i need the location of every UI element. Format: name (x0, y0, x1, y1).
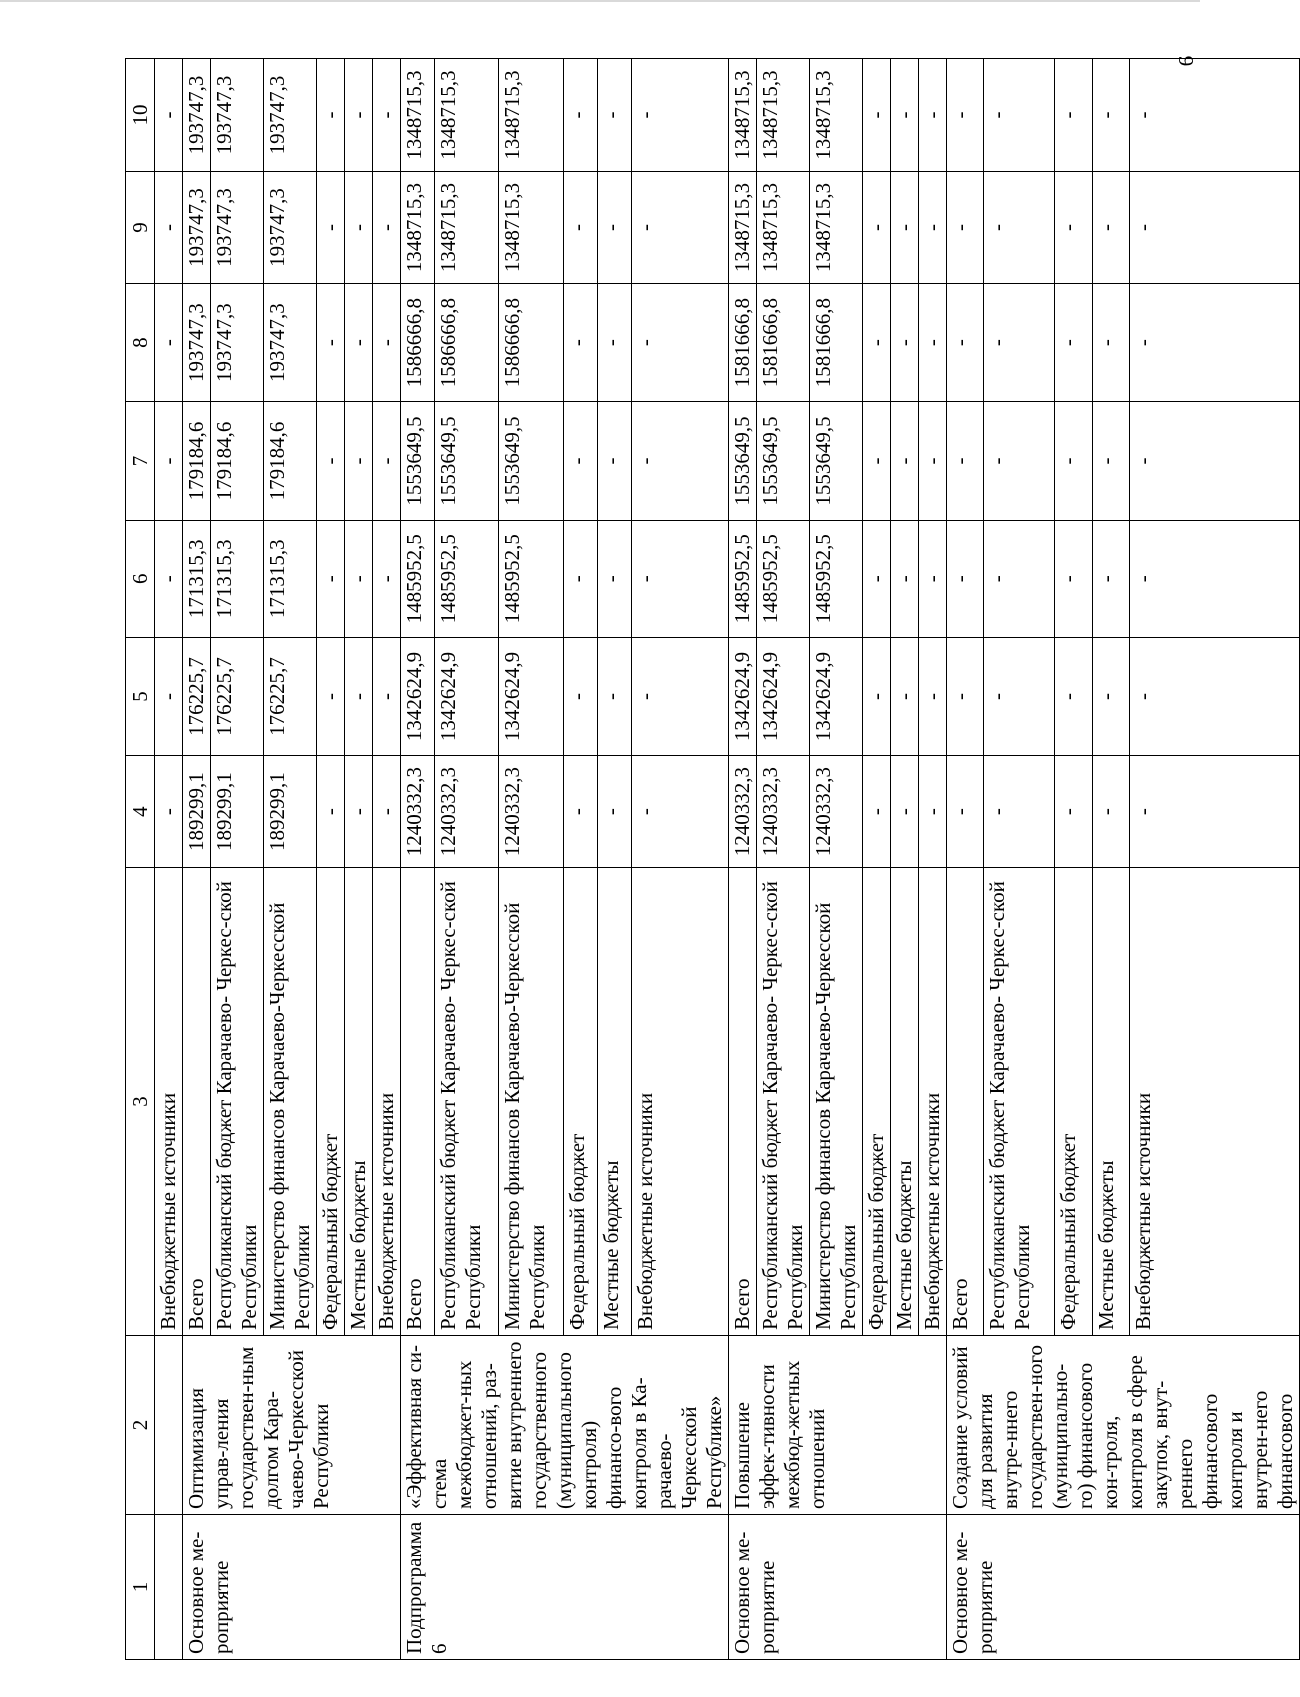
amount-cell: - (1092, 59, 1129, 172)
amount-cell: 179184,6 (211, 402, 264, 520)
amount-cell: 189299,1 (264, 756, 317, 868)
amount-cell: 176225,7 (183, 637, 211, 755)
program-type-cell (155, 1515, 183, 1660)
column-header: 2 (126, 1335, 155, 1514)
amount-cell: - (919, 283, 947, 401)
funding-source-cell: Республиканский бюджет Карачаево- Черкес-ской Республики (757, 868, 810, 1336)
amount-cell: - (1130, 756, 1300, 868)
amount-cell: - (563, 59, 597, 172)
column-header: 1 (126, 1515, 155, 1660)
amount-cell: - (1055, 283, 1092, 401)
amount-cell: 193747,3 (211, 172, 264, 284)
amount-cell: - (1130, 637, 1300, 755)
amount-cell: 1348715,3 (757, 172, 810, 284)
program-type-cell: Основное ме-роприятие (183, 1515, 401, 1660)
amount-cell: 176225,7 (264, 637, 317, 755)
amount-cell: - (1092, 520, 1129, 637)
amount-cell: 1348715,3 (401, 59, 435, 172)
budget-table (125, 58, 1300, 1660)
amount-cell: - (1130, 520, 1300, 637)
amount-cell: - (155, 756, 183, 868)
amount-cell: 171315,3 (264, 520, 317, 637)
amount-cell: - (155, 59, 183, 172)
amount-cell: - (947, 402, 984, 520)
amount-cell: - (1130, 59, 1300, 172)
amount-cell: 1485952,5 (401, 520, 435, 637)
amount-cell: 1581666,8 (810, 283, 863, 401)
amount-cell: 1342624,9 (729, 637, 757, 755)
amount-cell: 193747,3 (183, 283, 211, 401)
amount-cell: 1240332,3 (435, 756, 499, 868)
amount-cell: - (373, 172, 401, 284)
amount-cell: - (947, 59, 984, 172)
amount-cell: 1342624,9 (499, 637, 563, 755)
amount-cell: - (597, 756, 631, 868)
amount-cell: - (863, 756, 891, 868)
amount-cell: - (317, 172, 345, 284)
amount-cell: 1586666,8 (401, 283, 435, 401)
amount-cell: - (919, 172, 947, 284)
program-name-cell: «Эффективная си-стема межбюджет-ных отношений, раз-витие внутреннего государственного (муниципального контроля) финансо-вого контроля в Ка-рачаево-Черкесской Республике» (401, 1335, 729, 1514)
amount-cell: - (947, 756, 984, 868)
amount-cell: - (563, 637, 597, 755)
column-header: 5 (126, 637, 155, 755)
column-number-row (126, 59, 155, 1660)
program-name-cell: Оптимизация управ-ления государствен-ным долгом Кара-чаево-Черкесской Республики (183, 1335, 401, 1514)
amount-cell: - (891, 637, 919, 755)
amount-cell: - (947, 637, 984, 755)
amount-cell: - (345, 402, 373, 520)
amount-cell: 1553649,5 (499, 402, 563, 520)
funding-source-cell: Внебюджетные источники (155, 868, 183, 1336)
program-name-cell: Повышение эффек-тивности межбюд-жетных отношений (729, 1335, 947, 1514)
amount-cell: 1348715,3 (729, 59, 757, 172)
amount-cell: - (345, 637, 373, 755)
amount-cell: - (891, 59, 919, 172)
program-type-cell: Основное ме-роприятие (729, 1515, 947, 1660)
amount-cell: - (345, 520, 373, 637)
funding-source-cell: Министерство финансов Карачаево-Черкесской Республики (264, 868, 317, 1336)
funding-source-cell: Федеральный бюджет (317, 868, 345, 1336)
amount-cell: - (984, 59, 1055, 172)
table-body (155, 59, 1300, 1660)
amount-cell: 1348715,3 (757, 59, 810, 172)
amount-cell: 1348715,3 (401, 172, 435, 284)
amount-cell: 1240332,3 (810, 756, 863, 868)
amount-cell: 176225,7 (211, 637, 264, 755)
amount-cell: 1342624,9 (435, 637, 499, 755)
amount-cell: - (1092, 402, 1129, 520)
amount-cell: 1348715,3 (435, 59, 499, 172)
amount-cell: - (947, 172, 984, 284)
amount-cell: 1240332,3 (401, 756, 435, 868)
program-name-cell: Создание условий для развития внутре-ннего государствен-ного (муниципально-го) финансового кон-троля, контроля в сфере закупок, внут-реннего финансового контроля и внутрен-него финансового (947, 1335, 1300, 1514)
amount-cell: 1485952,5 (810, 520, 863, 637)
rotated-table-sheet (125, 58, 1297, 1660)
amount-cell: 1485952,5 (499, 520, 563, 637)
amount-cell: - (984, 756, 1055, 868)
amount-cell: - (317, 402, 345, 520)
amount-cell: 193747,3 (211, 283, 264, 401)
amount-cell: - (373, 283, 401, 401)
amount-cell: - (891, 283, 919, 401)
amount-cell: 193747,3 (211, 59, 264, 172)
amount-cell: - (345, 756, 373, 868)
program-type-cell: Подпрограмма 6 (401, 1515, 729, 1660)
amount-cell: - (863, 283, 891, 401)
amount-cell: - (317, 756, 345, 868)
amount-cell: - (1055, 637, 1092, 755)
amount-cell: - (563, 402, 597, 520)
amount-cell: - (863, 59, 891, 172)
amount-cell: - (1092, 283, 1129, 401)
amount-cell: 189299,1 (183, 756, 211, 868)
amount-cell: 1581666,8 (757, 283, 810, 401)
amount-cell: 1348715,3 (499, 172, 563, 284)
amount-cell: - (373, 756, 401, 868)
amount-cell: 1586666,8 (435, 283, 499, 401)
amount-cell: - (1130, 402, 1300, 520)
amount-cell: - (317, 520, 345, 637)
amount-cell: - (863, 637, 891, 755)
amount-cell: 193747,3 (183, 59, 211, 172)
table-row (183, 59, 211, 1660)
amount-cell: - (863, 520, 891, 637)
amount-cell: - (919, 637, 947, 755)
amount-cell: 1342624,9 (757, 637, 810, 755)
amount-cell: - (155, 283, 183, 401)
amount-cell: - (984, 520, 1055, 637)
amount-cell: - (919, 520, 947, 637)
amount-cell: 189299,1 (211, 756, 264, 868)
amount-cell: - (1092, 637, 1129, 755)
amount-cell: - (373, 402, 401, 520)
column-header: 9 (126, 172, 155, 284)
amount-cell: - (1055, 520, 1092, 637)
amount-cell: - (891, 756, 919, 868)
amount-cell: 1342624,9 (401, 637, 435, 755)
amount-cell: - (563, 520, 597, 637)
column-header: 4 (126, 756, 155, 868)
amount-cell: - (891, 402, 919, 520)
funding-source-cell: Внебюджетные источники (373, 868, 401, 1336)
funding-source-cell: Всего (729, 868, 757, 1336)
amount-cell: - (984, 402, 1055, 520)
amount-cell: 193747,3 (183, 172, 211, 284)
amount-cell: 179184,6 (264, 402, 317, 520)
amount-cell: - (563, 172, 597, 284)
amount-cell: 171315,3 (183, 520, 211, 637)
amount-cell: - (947, 520, 984, 637)
amount-cell: - (631, 172, 728, 284)
program-type-cell: Основное ме-роприятие (947, 1515, 1300, 1660)
amount-cell: 1553649,5 (401, 402, 435, 520)
amount-cell: - (597, 283, 631, 401)
amount-cell: - (155, 637, 183, 755)
funding-source-cell: Местные бюджеты (345, 868, 373, 1336)
amount-cell: 1348715,3 (499, 59, 563, 172)
amount-cell: 1240332,3 (729, 756, 757, 868)
amount-cell: - (317, 283, 345, 401)
amount-cell: 1240332,3 (499, 756, 563, 868)
amount-cell: - (631, 520, 728, 637)
amount-cell: 1348715,3 (729, 172, 757, 284)
funding-source-cell: Министерство финансов Карачаево-Черкесской Республики (499, 868, 563, 1336)
amount-cell: 193747,3 (264, 59, 317, 172)
funding-source-cell: Федеральный бюджет (863, 868, 891, 1336)
table-row (401, 59, 435, 1660)
amount-cell: - (1092, 756, 1129, 868)
funding-source-cell: Внебюджетные источники (1130, 868, 1300, 1336)
amount-cell: - (631, 756, 728, 868)
amount-cell: 179184,6 (183, 402, 211, 520)
amount-cell: - (863, 172, 891, 284)
amount-cell: - (345, 172, 373, 284)
amount-cell: - (631, 283, 728, 401)
amount-cell: - (919, 402, 947, 520)
amount-cell: 171315,3 (211, 520, 264, 637)
amount-cell: - (891, 172, 919, 284)
funding-source-cell: Федеральный бюджет (563, 868, 597, 1336)
amount-cell: 1348715,3 (810, 59, 863, 172)
funding-source-cell: Республиканский бюджет Карачаево- Черкес-ской Республики (435, 868, 499, 1336)
amount-cell: 1348715,3 (810, 172, 863, 284)
table-row (155, 59, 183, 1660)
funding-source-cell: Местные бюджеты (1092, 868, 1129, 1336)
page-number: 9 (1174, 55, 1198, 67)
amount-cell: - (891, 520, 919, 637)
funding-source-cell: Всего (947, 868, 984, 1336)
funding-source-cell: Внебюджетные источники (919, 868, 947, 1336)
amount-cell: 1348715,3 (435, 172, 499, 284)
amount-cell: - (155, 402, 183, 520)
amount-cell: - (1055, 402, 1092, 520)
column-header: 6 (126, 520, 155, 637)
amount-cell: - (597, 520, 631, 637)
amount-cell: - (597, 59, 631, 172)
table-row (729, 59, 757, 1660)
funding-source-cell: Местные бюджеты (597, 868, 631, 1336)
amount-cell: - (345, 283, 373, 401)
amount-cell: 1553649,5 (729, 402, 757, 520)
amount-cell: - (1055, 756, 1092, 868)
funding-source-cell: Внебюджетные источники (631, 868, 728, 1336)
amount-cell: 1240332,3 (757, 756, 810, 868)
amount-cell: - (597, 172, 631, 284)
amount-cell: - (984, 283, 1055, 401)
amount-cell: - (597, 402, 631, 520)
amount-cell: - (631, 402, 728, 520)
table-row (947, 59, 984, 1660)
amount-cell: - (345, 59, 373, 172)
column-header: 7 (126, 402, 155, 520)
amount-cell: - (1130, 283, 1300, 401)
amount-cell: 1581666,8 (729, 283, 757, 401)
column-header: 10 (126, 59, 155, 172)
amount-cell: - (863, 402, 891, 520)
funding-source-cell: Всего (183, 868, 211, 1336)
column-header: 3 (126, 868, 155, 1336)
amount-cell: 1485952,5 (757, 520, 810, 637)
amount-cell: - (1055, 172, 1092, 284)
funding-source-cell: Министерство финансов Карачаево-Черкесской Республики (810, 868, 863, 1336)
funding-source-cell: Федеральный бюджет (1055, 868, 1092, 1336)
page-top-border (0, 0, 1200, 2)
amount-cell: - (563, 756, 597, 868)
funding-source-cell: Республиканский бюджет Карачаево- Черкес-ской Республики (211, 868, 264, 1336)
amount-cell: 1553649,5 (435, 402, 499, 520)
amount-cell: - (373, 59, 401, 172)
amount-cell: - (919, 756, 947, 868)
amount-cell: - (919, 59, 947, 172)
amount-cell: 193747,3 (264, 283, 317, 401)
program-name-cell (155, 1335, 183, 1514)
funding-source-cell: Местные бюджеты (891, 868, 919, 1336)
amount-cell: - (984, 637, 1055, 755)
amount-cell: - (1130, 172, 1300, 284)
amount-cell: - (373, 637, 401, 755)
amount-cell: - (631, 59, 728, 172)
column-header: 8 (126, 283, 155, 401)
amount-cell: - (155, 520, 183, 637)
amount-cell: - (317, 59, 345, 172)
amount-cell: 1586666,8 (499, 283, 563, 401)
amount-cell: - (631, 637, 728, 755)
amount-cell: - (155, 172, 183, 284)
amount-cell: - (373, 520, 401, 637)
amount-cell: - (1092, 172, 1129, 284)
amount-cell: 193747,3 (264, 172, 317, 284)
amount-cell: - (984, 172, 1055, 284)
amount-cell: - (563, 283, 597, 401)
amount-cell: - (1055, 59, 1092, 172)
amount-cell: - (317, 637, 345, 755)
amount-cell: 1485952,5 (729, 520, 757, 637)
funding-source-cell: Республиканский бюджет Карачаево- Черкес-ской Республики (984, 868, 1055, 1336)
amount-cell: - (597, 637, 631, 755)
amount-cell: 1342624,9 (810, 637, 863, 755)
amount-cell: 1485952,5 (435, 520, 499, 637)
amount-cell: 1553649,5 (757, 402, 810, 520)
funding-source-cell: Всего (401, 868, 435, 1336)
amount-cell: - (947, 283, 984, 401)
amount-cell: 1553649,5 (810, 402, 863, 520)
